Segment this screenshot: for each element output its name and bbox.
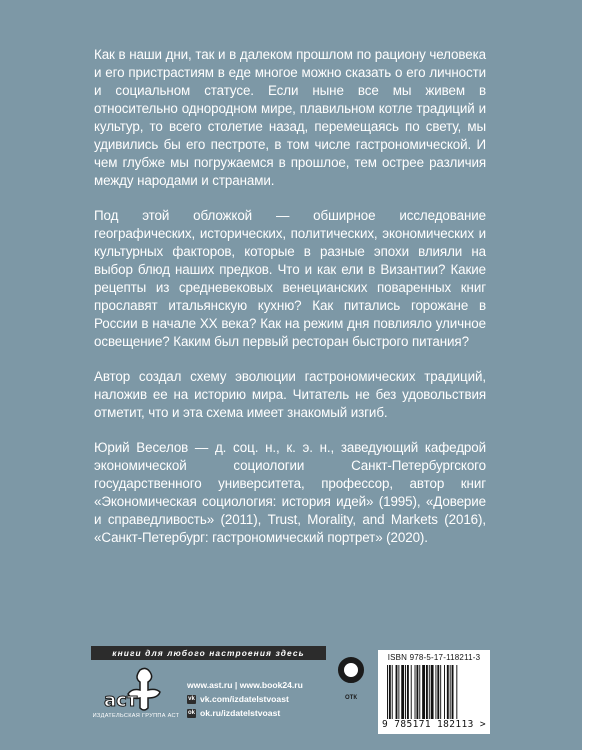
tagline-banner: книги для любого настроения здесь: [91, 646, 326, 660]
barcode-number: 9 785171 182113 >: [381, 719, 487, 730]
paragraph-scheme: Автор создал схему эволюции гастрономических традиций, наложив ее на историю мира. Читатель не без удовольствия отметит, что и эта схема имеет знакомый изгиб.: [94, 369, 486, 420]
logo-text: аст: [104, 690, 138, 711]
ok-link[interactable]: ok.ru/izdatelstvoast: [200, 708, 281, 718]
websites-link[interactable]: www.ast.ru | www.book24.ru: [187, 680, 303, 690]
paragraph-intro: Как в наши дни, так и в далеком прошлом по рациону человека и его пристрастиям в еде многое можно сказать о его личности и социальном статусе. Если ныне все мы живем в относительно однородном мире, плавильном котле традиций и культур, то всего столетие назад, перемещаясь по свету, мы удивились бы его пестроте, в том числе гастрономической. И чем глубже мы погружаемся в прошлое, тем острее различия между народами и странами.: [94, 47, 486, 188]
otk-stamp-icon: [338, 657, 364, 683]
ast-logo-icon: [94, 666, 174, 716]
barcode-icon: [387, 665, 483, 719]
paragraph-author: Юрий Веселов — д. соц. н., к. э. н., заведующий кафедрой экономической социологии Санкт-Петербургского государственного университета, профессор, автор книг «Экономическая социология: история идей» (1995), «Доверие и справедливость» (2011), Trust, Morality, and Markets (2016), «Санкт-Петербург: гастрономический портрет» (2020).: [94, 440, 486, 545]
ok-icon: ok: [187, 710, 195, 716]
ok-row: [187, 706, 347, 720]
websites-row: [187, 678, 347, 692]
vk-row: [187, 692, 347, 706]
vk-link[interactable]: vk.com/izdatelstvoast: [200, 694, 289, 704]
isbn-text: ISBN 978-5-17-118211-3: [387, 653, 481, 662]
vk-icon: vk: [188, 696, 195, 702]
paragraph-contents: Под этой обложкой — обширное исследование географических, исторических, политических, экономических и культурных факторов, которые в разные эпохи влияли на выбор блюд наших предков. Что и как ели в Византии? Какие рецепты из средневековых венецианских поваренных книг прославят итальянскую кухню? Как питались горожане в России в начале ХХ века? Как на режим дня повлияло уличное освещение? Каким был первый ресторан быстрого питания?: [94, 208, 486, 349]
page-edge: [582, 0, 600, 750]
publisher-caption: ИЗДАТЕЛЬСКАЯ ГРУППА АСТ: [92, 713, 180, 719]
publisher-contacts: [187, 678, 347, 720]
annotation-text: [94, 46, 486, 564]
otk-label: ОТК: [345, 695, 357, 701]
barcode-block: [378, 650, 490, 734]
